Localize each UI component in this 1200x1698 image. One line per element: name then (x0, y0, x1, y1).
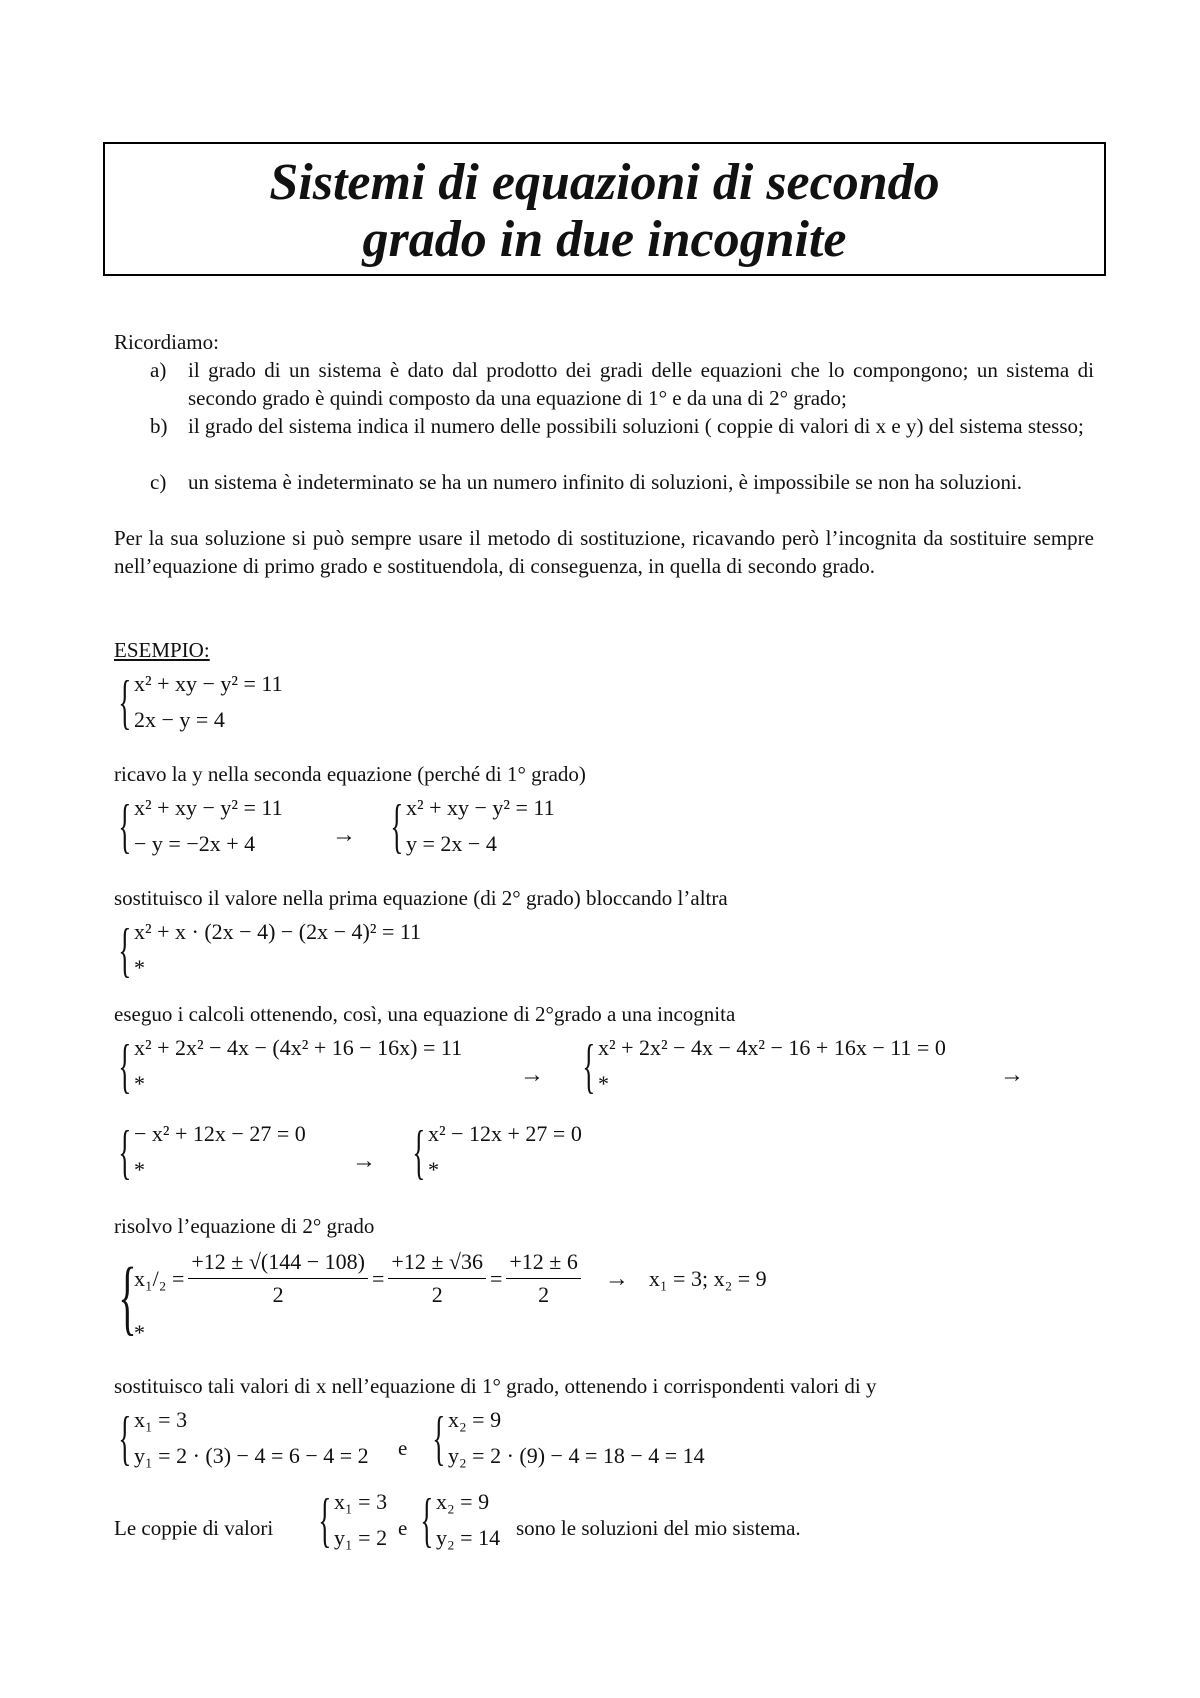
intro-paragraph: Per la sua soluzione si può sempre usare il metodo di sostituzione, ricavando però l’incognita da sostituire sempre nell’equazione di primo grado e sostituendola, di conseguenza, in quella di secondo grado. (114, 526, 1094, 578)
equation: x₁ = 3 (334, 1489, 388, 1514)
arrow-icon: → (352, 1148, 376, 1174)
system-4b (578, 1034, 946, 1098)
final-suffix: sono le soluzioni del mio sistema. (516, 1516, 801, 1540)
list-marker: a) (150, 358, 167, 382)
fraction-denominator: 2 (431, 1282, 443, 1307)
fraction-numerator: +12 ± √(144 − 108) (188, 1248, 368, 1279)
fraction (506, 1248, 580, 1309)
title-box (103, 142, 1106, 276)
equation: * (134, 1320, 145, 1345)
equation: x² + xy − y² = 11 (134, 671, 283, 696)
arrow-icon: → (1000, 1062, 1024, 1088)
list-item-c (150, 468, 1094, 496)
brace: { (118, 793, 132, 859)
equation: x² + xy − y² = 11 (406, 795, 555, 820)
page-title-line1: Sistemi di equazioni di secondo (269, 154, 940, 211)
brace: { (412, 1119, 426, 1185)
system-7a (314, 1488, 387, 1552)
equation: y₂ = 2 · (9) − 4 = 18 − 4 = 14 (448, 1443, 705, 1468)
fraction-denominator: 2 (272, 1282, 284, 1307)
fraction-denominator: 2 (538, 1282, 550, 1307)
conjunction: e (398, 1436, 408, 1460)
equation: x₂ = 9 (436, 1489, 490, 1514)
equation: x² − 12x + 27 = 0 (428, 1121, 582, 1146)
brace: { (432, 1405, 446, 1471)
equation: y₁ = 2 (334, 1525, 388, 1550)
brace: { (318, 1487, 332, 1553)
equation: − x² + 12x − 27 = 0 (134, 1121, 306, 1146)
system-1 (114, 670, 283, 734)
equation: − y = −2x + 4 (134, 831, 256, 856)
quadratic-result: x₁ = 3; x₂ = 9 (648, 1265, 767, 1291)
list-text: il grado di un sistema è dato dal prodotto dei gradi delle equazioni che lo compongono; un sistema di secondo grado è quindi composto da una equazione di 1° e da una di 2° grado; (188, 358, 1094, 410)
brace: { (118, 917, 132, 983)
intro-heading: Ricordiamo: (114, 330, 219, 354)
fraction (188, 1248, 368, 1309)
conjunction: e (398, 1516, 408, 1540)
equation: * (134, 955, 145, 980)
list-text: un sistema è indeterminato se ha un numero infinito di soluzioni, è impossibile se non ha soluzioni. (188, 470, 1023, 494)
equation: 2x − y = 4 (134, 707, 225, 732)
system-4a (114, 1034, 462, 1098)
system-6a (114, 1406, 369, 1470)
list-item-b (150, 412, 1094, 440)
example-label: ESEMPIO: (114, 638, 210, 662)
step-1-text: ricavo la y nella seconda equazione (perché di 1° grado) (114, 762, 586, 786)
system-2b (386, 794, 555, 858)
fraction (388, 1248, 486, 1309)
system-3 (114, 918, 421, 982)
equals-sign: = (489, 1265, 503, 1291)
arrow-icon: → (332, 822, 356, 848)
system-5a (114, 1120, 306, 1184)
arrow-icon: → (520, 1062, 544, 1088)
equation: * (428, 1157, 439, 1182)
equation: y₂ = 14 (436, 1525, 501, 1550)
equation: x² + 2x² − 4x − (4x² + 16 − 16x) = 11 (134, 1035, 463, 1060)
equation: x₁ = 3 (134, 1407, 188, 1432)
brace: { (118, 1119, 132, 1185)
system-quadratic (114, 1248, 767, 1347)
brace: { (390, 793, 404, 859)
brace: { (118, 669, 132, 735)
list-text: il grado del sistema indica il numero delle possibili soluzioni ( coppie di valori di x e y) del sistema stesso; (188, 414, 1084, 438)
equation: * (134, 1071, 145, 1096)
equation: x₂ = 9 (448, 1407, 502, 1432)
equation: x² + xy − y² = 11 (134, 795, 283, 820)
step-3-text: eseguo i calcoli ottenendo, così, una equazione di 2°grado a una incognita (114, 1002, 736, 1026)
brace: { (582, 1033, 596, 1099)
brace: { (118, 1033, 132, 1099)
equation: x² + x · (2x − 4) − (2x − 4)² = 11 (134, 919, 422, 944)
brace: { (420, 1487, 434, 1553)
system-5b (408, 1120, 582, 1184)
list-marker: b) (150, 414, 168, 438)
list-marker: c) (150, 470, 167, 494)
fraction-numerator: +12 ± 6 (506, 1248, 580, 1279)
equals-sign: = (371, 1265, 385, 1291)
equation: * (134, 1157, 145, 1182)
equation: y₁ = 2 · (3) − 4 = 6 − 4 = 2 (134, 1443, 369, 1468)
brace: { (118, 1405, 132, 1471)
equation: * (598, 1071, 609, 1096)
step-4-text: risolvo l’equazione di 2° grado (114, 1214, 375, 1238)
quadratic-lhs: x₁/₂ = (134, 1265, 185, 1291)
system-7b (416, 1488, 500, 1552)
final-prefix: Le coppie di valori (114, 1516, 274, 1540)
step-2-text: sostituisco il valore nella prima equazione (di 2° grado) bloccando l’altra (114, 886, 728, 910)
equation: y = 2x − 4 (406, 831, 497, 856)
arrow-icon: → (604, 1265, 629, 1292)
equation: x² + 2x² − 4x − 4x² − 16 + 16x − 11 = 0 (598, 1035, 946, 1060)
page-title-line2: grado in due incognite (362, 211, 847, 268)
system-2a (114, 794, 283, 858)
list-item-a (150, 356, 1094, 412)
system-6b (428, 1406, 705, 1470)
brace: { (118, 1250, 137, 1344)
step-5-text: sostituisco tali valori di x nell’equazione di 1° grado, ottenendo i corrispondenti valori di y (114, 1374, 877, 1398)
fraction-numerator: +12 ± √36 (388, 1248, 486, 1279)
